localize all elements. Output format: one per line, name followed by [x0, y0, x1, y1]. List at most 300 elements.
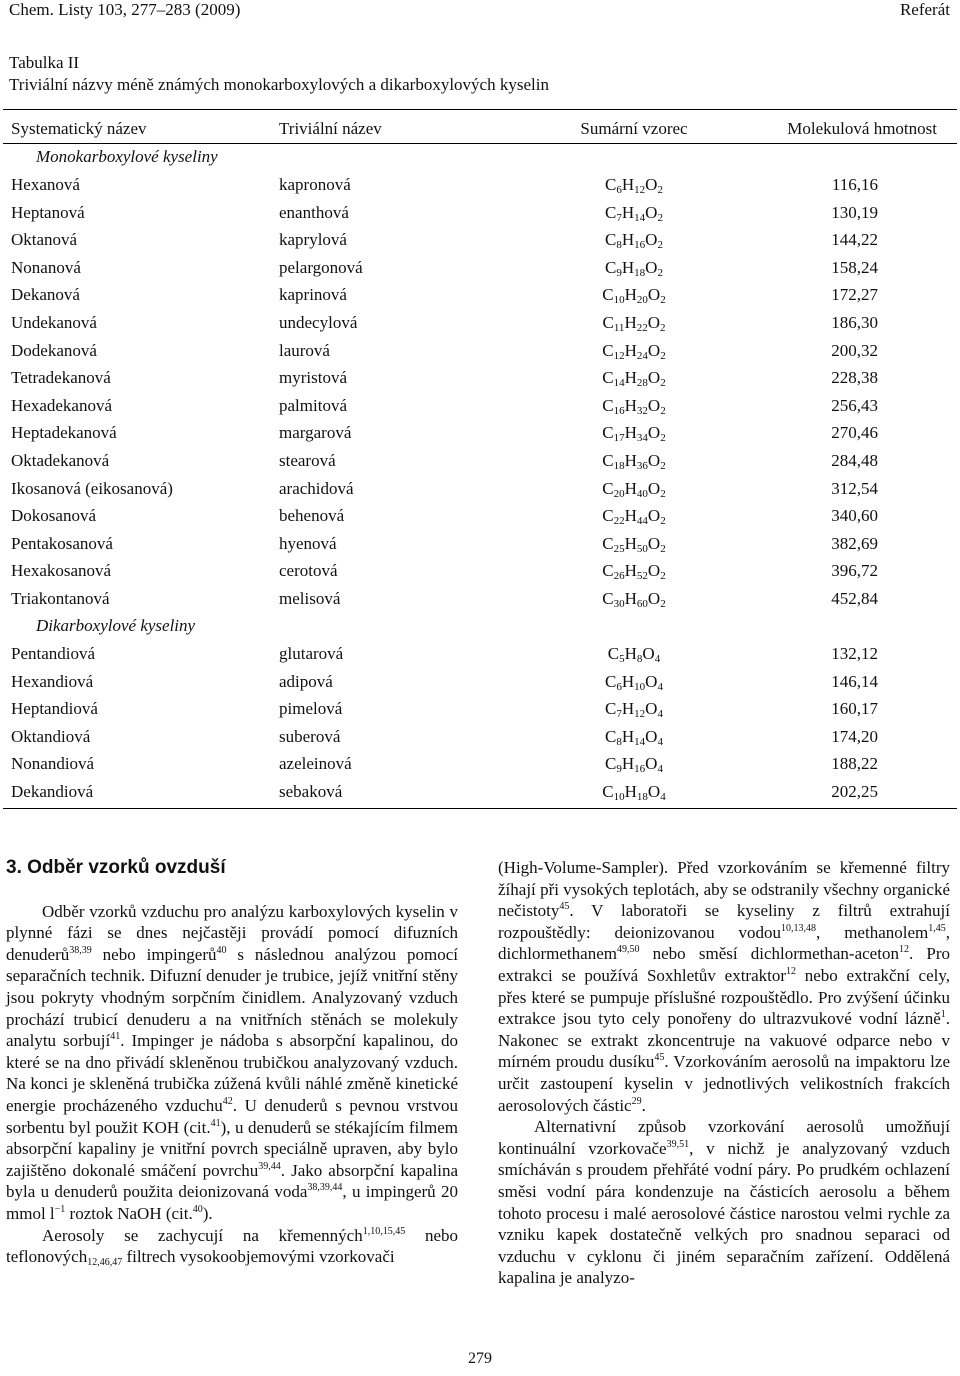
formula-hydrogen: H: [621, 175, 635, 194]
formula-carbon: C: [605, 726, 617, 746]
trivial-name: pimelová: [279, 699, 343, 719]
trivial-name: undecylová: [279, 313, 358, 332]
citation-superscript: 45: [559, 901, 570, 913]
formula-hydrogen-count: 8: [636, 653, 643, 665]
formula-hydrogen-count: 14: [634, 211, 646, 224]
formula-carbon-count: 6: [616, 184, 622, 196]
table-row: [0, 751, 960, 777]
table-row: [0, 586, 960, 612]
formula-hydrogen: H: [621, 257, 635, 277]
right-column: [498, 857, 950, 1289]
citation-superscript: −1: [54, 1203, 66, 1215]
formula-oxygen-count: 4: [657, 735, 663, 748]
table-row: [0, 255, 960, 281]
formula-hydrogen: H: [624, 395, 637, 415]
formula-hydrogen-count: 34: [636, 432, 648, 445]
text-run: nebo extrakční cely, přes které se pumpuje příslušné rozpouštědlo. Pro zvýšení účinku extrakce jsou tyto cely ponořeny do ultrazvukové vodní lázně: [498, 965, 951, 1029]
citation-superscript: 12: [786, 965, 797, 977]
formula-hydrogen: H: [624, 368, 637, 388]
table-row: [0, 503, 960, 529]
formula-oxygen-count: 2: [660, 460, 666, 472]
formula-carbon-count: 14: [613, 377, 625, 390]
text-run: . Jako absorpční kapalina byla u denuderů použita deionizovaná voda: [6, 1160, 458, 1202]
citation-subscript: 12,46,47: [87, 1257, 123, 1269]
molar-mass: 312,54: [831, 478, 878, 498]
formula-hydrogen: H: [621, 202, 635, 222]
formula-oxygen-count: 2: [657, 266, 663, 279]
formula-hydrogen-count: 10: [634, 680, 646, 693]
systematic-name: Tetradekanová: [11, 368, 111, 388]
formula-carbon: C: [605, 754, 617, 774]
formula-oxygen-count: 2: [660, 404, 666, 417]
molar-mass: 158,24: [831, 257, 878, 277]
formula: [534, 558, 734, 589]
formula-oxygen-count: 2: [660, 598, 666, 610]
formula-carbon-count: 10: [613, 294, 625, 307]
formula-carbon-count: 7: [616, 211, 622, 224]
formula-hydrogen: H: [621, 726, 635, 746]
text-run: (High-Volume-Sampler). Před vzorkováním se křemenné filtry žíhají při vysokých teplotách, aby se odstranily všechny organické nečistoty: [498, 858, 950, 921]
formula-hydrogen-count: 16: [634, 763, 646, 776]
table-row: [0, 531, 960, 557]
formula-carbon: C: [602, 478, 614, 498]
systematic-name: Pentandiová: [11, 644, 96, 663]
trivial-name: laurová: [279, 340, 330, 360]
trivial-name: sebaková: [279, 782, 343, 801]
formula-hydrogen-count: 18: [636, 791, 648, 803]
formula-hydrogen-count: 12: [634, 184, 646, 196]
systematic-name: Hexadekanová: [11, 395, 113, 415]
formula-hydrogen: H: [624, 561, 637, 581]
molar-mass: 200,32: [831, 340, 878, 360]
table-row: [0, 338, 960, 364]
formula: [534, 200, 734, 231]
molar-mass: 340,60: [831, 506, 878, 526]
molar-mass: 396,72: [831, 561, 878, 581]
formula-carbon-count: 25: [613, 542, 625, 555]
formula-carbon: C: [602, 285, 614, 305]
trivial-name: arachidová: [279, 478, 354, 498]
formula-hydrogen: H: [621, 754, 635, 774]
formula-carbon-count: 9: [616, 266, 622, 279]
systematic-name: Dekandiová: [11, 782, 94, 801]
table-row: [0, 282, 960, 308]
molar-mass: 452,84: [831, 589, 878, 608]
trivial-name: pelargonová: [279, 257, 363, 277]
text-run: roztok NaOH (cit.: [65, 1203, 193, 1223]
trivial-name: palmitová: [279, 395, 347, 415]
trivial-name: azeleinová: [279, 754, 352, 774]
formula-hydrogen: H: [621, 230, 635, 250]
formula-oxygen: O: [647, 589, 661, 608]
trivial-name: margarová: [279, 423, 352, 443]
text-run: s následnou analýzou pomocí separačních technik. Difuzní denuder je trubice, jejíž vnitřní stěny jsou pokryty vhodným sorpčním činidlem. Analyzovaný vzduch prochází trubicí denuderu a na vnitřních stěnách se molekuly analytu sorbují: [6, 944, 459, 1051]
text-run: Alternativní způsob vzorkování aerosolů umožňují kontinuální vzorkovače: [498, 1117, 950, 1158]
formula-hydrogen-count: 32: [636, 404, 648, 417]
formula-oxygen: O: [645, 699, 658, 719]
systematic-name: Nonanová: [11, 257, 81, 277]
formula-oxygen-count: 2: [660, 542, 666, 555]
molar-mass: 174,20: [831, 726, 878, 746]
text-run: . Nakonec se extrakt zkoncentruje na vakuové odparce nebo v mírném proudu dusíku: [498, 1009, 950, 1072]
formula-hydrogen-count: 18: [634, 266, 646, 279]
molar-mass: 144,22: [831, 230, 878, 250]
right-paragraph-2: [498, 1116, 950, 1289]
formula-oxygen: O: [642, 644, 655, 663]
formula-hydrogen-count: 14: [634, 735, 646, 748]
formula-oxygen: O: [645, 754, 658, 774]
formula-carbon: C: [605, 230, 617, 250]
trivial-name: melisová: [279, 589, 341, 608]
formula: [534, 172, 734, 203]
table-row: [0, 558, 960, 584]
formula: [534, 282, 734, 313]
molar-mass: 186,30: [831, 313, 878, 332]
text-run: . U denuderů s pevnou vrstvou sorbentu byl použit KOH (cit.: [6, 1095, 458, 1137]
citation-superscript: 12: [898, 944, 909, 956]
formula-oxygen: O: [645, 671, 658, 691]
text-run: nebo impingerů: [91, 944, 217, 964]
formula-carbon: C: [607, 644, 620, 663]
systematic-name: Ikosanová (eikosanová): [11, 478, 173, 498]
formula-oxygen: O: [647, 395, 661, 415]
text-run: , u impingerů 20 mmol l: [6, 1182, 458, 1223]
table-row: [0, 227, 960, 253]
trivial-name: enanthová: [279, 202, 349, 222]
molar-mass: 256,43: [831, 395, 878, 415]
text-run: . Impinger je nádoba s absorpční kapalinou, do které se na dno přivádí skleněnou trubičkou analyzovaný vzduch. Na konci je skleněná trubička zúžená kvůli náhlé změně kinetické energie procházeného vzduchu: [6, 1031, 459, 1115]
formula-oxygen: O: [645, 726, 658, 746]
formula-oxygen: O: [647, 533, 661, 553]
systematic-name: Oktandiová: [11, 726, 91, 746]
formula-carbon: C: [605, 202, 617, 222]
formula-carbon-count: 26: [613, 570, 625, 583]
right-paragraph-1: [498, 857, 950, 1116]
text-run: . V laboratoři se kyseliny z filtrů extrahují rozpouštědly: deionizovanou vodou: [498, 901, 950, 942]
formula-carbon: C: [602, 782, 614, 801]
formula-carbon-count: 16: [613, 404, 625, 417]
text-run: Aerosoly se zachycují na křemenných: [42, 1225, 363, 1245]
formula-hydrogen: H: [624, 782, 637, 801]
formula-hydrogen: H: [624, 506, 637, 526]
formula-carbon: C: [605, 175, 617, 194]
trivial-name: glutarová: [279, 644, 344, 663]
citation-superscript: 1,10,15,45: [362, 1225, 406, 1237]
formula-oxygen-count: 4: [654, 653, 661, 665]
formula-carbon: C: [605, 699, 617, 719]
formula-carbon: C: [602, 423, 614, 443]
systematic-name: Hexanová: [11, 175, 80, 194]
molar-mass: 132,12: [831, 644, 878, 663]
formula: [534, 310, 734, 341]
formula-hydrogen-count: 16: [634, 239, 646, 252]
trivial-name: stearová: [279, 451, 336, 470]
formula-oxygen: O: [647, 368, 661, 388]
trivial-name: kaprylová: [279, 230, 347, 250]
formula-carbon-count: 7: [616, 708, 622, 721]
table-top-rule: [3, 109, 957, 110]
formula-carbon-count: 17: [613, 432, 625, 445]
formula-hydrogen-count: 20: [636, 294, 648, 307]
formula-carbon: C: [602, 451, 614, 470]
formula-oxygen: O: [647, 478, 661, 498]
formula-oxygen: O: [645, 230, 658, 250]
formula: [534, 751, 734, 782]
formula-carbon-count: 22: [613, 515, 625, 528]
text-run: nebo teflonových: [6, 1225, 459, 1267]
formula-hydrogen: H: [621, 699, 635, 719]
molar-mass: 382,69: [831, 533, 878, 553]
systematic-name: Oktanová: [11, 230, 78, 250]
formula-carbon: C: [605, 257, 617, 277]
formula-hydrogen-count: 24: [636, 349, 648, 362]
table-header-row: [0, 116, 960, 142]
systematic-name: Dodekanová: [11, 340, 97, 360]
formula-carbon: C: [602, 340, 614, 360]
section-row-mono: [0, 144, 960, 170]
systematic-name: Oktadekanová: [11, 451, 110, 470]
trivial-name: adipová: [279, 671, 333, 691]
table-row: [0, 448, 960, 474]
text-run: , v nichž je analyzovaný vzduch smícháván s proudem přehřáté vodní páry. Po prudkém ochlazení směsi vodní pára kondenzuje na částicích aerosolu a během tohoto procesu i malé aerosolové částice narostou velmi rychle za vzniku kapek dostatečně velkých pro snadnou separaci od vzduchu v cyklonu či jiném separačním zařízení. Oddělená kapalina je analyzo-: [498, 1138, 951, 1288]
left-paragraph-2: [6, 1225, 458, 1268]
formula-oxygen-count: 2: [660, 570, 666, 583]
formula-carbon: C: [602, 561, 614, 581]
systematic-name: Heptanová: [11, 202, 85, 222]
text-run: . Pro extrakci se používá Soxhletův extraktor: [498, 944, 950, 985]
journal-citation: Chem. Listy 103, 277–283 (2009): [9, 0, 241, 19]
formula-carbon-count: 8: [616, 735, 622, 748]
formula-carbon-count: 12: [613, 349, 625, 362]
citation-superscript: 1: [940, 1009, 946, 1021]
text-run: .: [641, 1095, 646, 1115]
formula-carbon: C: [602, 368, 614, 388]
formula-hydrogen: H: [624, 478, 637, 498]
table-row: [0, 779, 960, 805]
formula-oxygen-count: 4: [660, 791, 666, 803]
molar-mass: 146,14: [831, 671, 878, 691]
formula-carbon: C: [602, 506, 614, 526]
systematic-name: Triakontanová: [11, 589, 110, 608]
formula: [534, 448, 734, 479]
formula-carbon: C: [602, 533, 614, 553]
formula-hydrogen-count: 40: [636, 487, 648, 500]
molar-mass: 284,48: [831, 451, 878, 470]
formula-oxygen-count: 2: [660, 377, 666, 390]
formula-hydrogen: H: [624, 589, 637, 608]
formula-carbon-count: 9: [616, 763, 622, 776]
formula-oxygen: O: [647, 285, 661, 305]
formula-oxygen-count: 2: [657, 184, 663, 196]
systematic-name: Nonandiová: [11, 754, 95, 774]
formula-hydrogen: H: [624, 423, 637, 443]
formula-hydrogen-count: 52: [636, 570, 648, 583]
systematic-name: Hexakosanová: [11, 561, 112, 581]
formula-oxygen-count: 2: [660, 487, 666, 500]
formula-oxygen-count: 2: [660, 294, 666, 307]
formula-oxygen: O: [647, 782, 661, 801]
citation-superscript: 40: [216, 944, 227, 956]
formula-hydrogen-count: 60: [636, 598, 648, 610]
trivial-name: hyenová: [279, 533, 337, 553]
table-label: Tabulka II: [9, 53, 80, 72]
table-row: [0, 696, 960, 722]
formula-oxygen-count: 2: [660, 349, 666, 362]
systematic-name: Heptandiová: [11, 699, 98, 719]
formula-oxygen-count: 2: [657, 239, 663, 252]
formula-hydrogen-count: 22: [636, 322, 648, 334]
formula: [534, 365, 734, 396]
formula-hydrogen-count: 44: [636, 515, 648, 528]
table-bottom-rule: [3, 808, 957, 809]
formula-oxygen-count: 4: [657, 708, 663, 721]
table-row: [0, 641, 960, 667]
formula-hydrogen: H: [624, 313, 637, 332]
table-row: [0, 365, 960, 391]
left-paragraph-1: [6, 901, 458, 1225]
formula-hydrogen: H: [624, 533, 637, 553]
citation-superscript: 40: [192, 1203, 203, 1215]
systematic-name: Dekanová: [11, 285, 80, 305]
formula-hydrogen: H: [624, 340, 637, 360]
formula-oxygen-count: 4: [657, 680, 663, 693]
molar-mass: 270,46: [831, 423, 878, 443]
formula: [534, 724, 734, 755]
trivial-name: kapronová: [279, 175, 351, 194]
formula-carbon-count: 11: [613, 322, 625, 334]
citation-superscript: 29: [631, 1095, 642, 1107]
citation-superscript: 38,39: [69, 944, 92, 956]
formula-hydrogen: H: [621, 671, 635, 691]
text-run: filtrech vysokoobjemovými vzorkovači: [122, 1247, 395, 1267]
formula: [534, 779, 734, 810]
formula-hydrogen-count: 50: [636, 542, 648, 555]
molar-mass: 160,17: [831, 699, 878, 719]
formula-oxygen-count: 2: [660, 515, 666, 528]
table-row: [0, 393, 960, 419]
systematic-name: Pentakosanová: [11, 533, 113, 553]
formula: [534, 338, 734, 369]
table-row: [0, 476, 960, 502]
formula-oxygen-count: 2: [660, 432, 666, 445]
formula-carbon-count: 20: [613, 487, 625, 500]
text-run: Odběr vzorků vzduchu pro analýzu karboxylových kyselin v plynné fázi se dnes nejčastěji provádí pomocí difuzních denuderů: [6, 901, 458, 964]
section-title-di: Dikarboxylové kyseliny: [36, 616, 196, 635]
formula-carbon-count: 5: [619, 653, 625, 665]
molar-mass: 228,38: [831, 368, 878, 388]
text-run: , dichlormethanem: [498, 922, 950, 964]
citation-superscript: 39,51: [666, 1138, 690, 1150]
section-label: Referát: [899, 0, 950, 19]
formula-carbon-count: 8: [616, 239, 622, 252]
formula-oxygen: O: [647, 506, 661, 526]
formula-carbon: C: [605, 671, 617, 691]
formula-hydrogen: H: [624, 644, 637, 663]
trivial-name: suberová: [279, 726, 341, 746]
section-heading: 3. Odběr vzorků ovzduší: [6, 857, 226, 878]
formula-carbon-count: 6: [616, 680, 622, 693]
formula: [534, 393, 734, 424]
text-run: ), u denuderů se stékajícím filmem absorpční kapaliny je vnitřní povrch speciálně upraven, aby bylo zajištěno dokonalé smáčení povrchu: [6, 1117, 458, 1180]
formula-hydrogen: H: [624, 451, 637, 470]
table-row: [0, 200, 960, 226]
molar-mass: 202,25: [831, 782, 878, 801]
formula: [534, 641, 734, 672]
table-row: [0, 172, 960, 198]
col-header-trivial: Triviální název: [279, 119, 382, 138]
systematic-name: Hexandiová: [11, 671, 94, 691]
citation-superscript: 10,13,48: [781, 922, 817, 934]
formula-carbon-count: 30: [613, 598, 625, 610]
citation-superscript: 39,44: [258, 1160, 281, 1172]
systematic-name: Heptadekanová: [11, 423, 117, 443]
citation-superscript: 41: [210, 1117, 221, 1129]
formula-hydrogen: H: [624, 285, 637, 305]
col-header-systematic: Systematický název: [11, 119, 147, 138]
formula: [534, 669, 734, 700]
col-header-molar-mass: Molekulová hmotnost: [787, 119, 937, 138]
text-run: ).: [202, 1203, 213, 1223]
trivial-name: myristová: [279, 368, 347, 388]
formula: [534, 255, 734, 286]
page-number: 279: [468, 1350, 492, 1367]
formula-oxygen: O: [647, 561, 661, 581]
formula-oxygen: O: [645, 202, 658, 222]
citation-superscript: 45: [654, 1052, 665, 1064]
table-caption: Triviální názvy méně známých monokarboxylových a dikarboxylových kyselin: [9, 75, 549, 94]
formula-carbon: C: [602, 395, 614, 415]
formula-hydrogen-count: 36: [636, 460, 648, 472]
formula: [534, 696, 734, 727]
trivial-name: cerotová: [279, 561, 338, 581]
formula-hydrogen-count: 12: [634, 708, 646, 721]
formula-carbon: C: [602, 313, 614, 332]
citation-superscript: 42: [222, 1095, 233, 1107]
formula-oxygen-count: 2: [657, 211, 663, 224]
text-run: nebo směsí dichlormethan-aceton: [639, 944, 899, 964]
left-column: [6, 857, 458, 1268]
col-header-formula: Sumární vzorec: [580, 119, 688, 138]
text-run: , methanolem: [816, 922, 929, 942]
citation-superscript: 49,50: [616, 944, 640, 956]
molar-mass: 188,22: [831, 754, 878, 774]
formula-oxygen: O: [645, 257, 658, 277]
table-row: [0, 310, 960, 336]
text-run: . Vzorkováním aerosolů na impaktoru lze určit zastoupení kyselin v jednotlivých velikostních frakcích aerosolových částic: [498, 1052, 950, 1115]
table-row: [0, 669, 960, 695]
formula: [534, 531, 734, 562]
trivial-name: kaprinová: [279, 285, 347, 305]
formula-oxygen: O: [647, 451, 661, 470]
section-title-mono: Monokarboxylové kyseliny: [36, 147, 218, 166]
formula-oxygen-count: 2: [660, 322, 666, 334]
table-row: [0, 724, 960, 750]
formula-hydrogen-count: 28: [636, 377, 648, 390]
formula-oxygen: O: [645, 175, 658, 194]
formula-carbon-count: 10: [613, 791, 625, 803]
formula-oxygen: O: [647, 423, 661, 443]
formula-carbon: C: [602, 589, 614, 608]
formula: [534, 227, 734, 258]
formula-oxygen: O: [647, 313, 660, 332]
table-row: [0, 420, 960, 446]
formula: [534, 476, 734, 507]
formula: [534, 420, 734, 451]
formula-oxygen-count: 4: [657, 763, 663, 776]
citation-superscript: 41: [110, 1031, 121, 1043]
formula-oxygen: O: [647, 340, 661, 360]
systematic-name: Undekanová: [11, 313, 97, 332]
